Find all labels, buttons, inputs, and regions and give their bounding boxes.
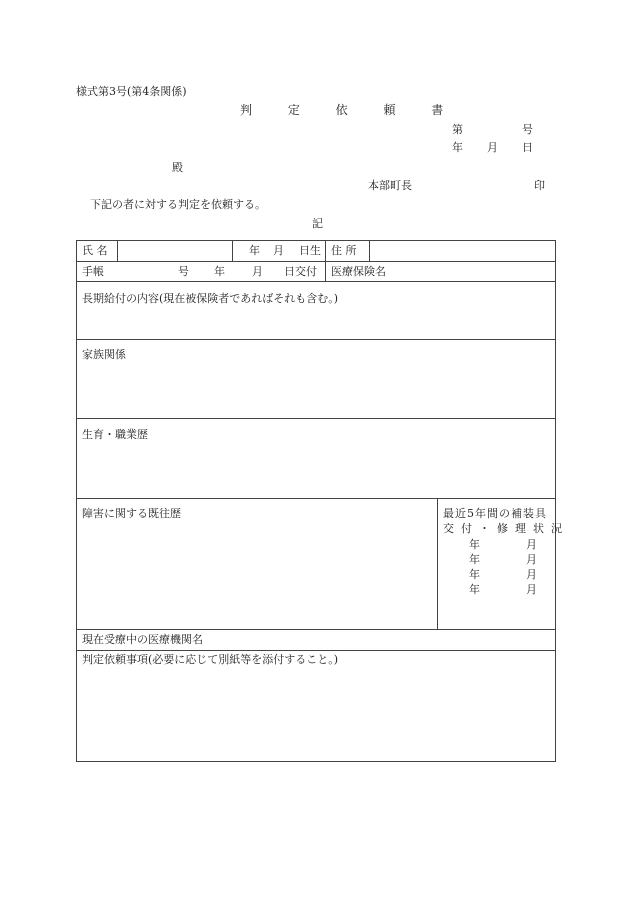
seal-mark: 印	[534, 179, 545, 192]
disability-label: 障害に関する既往歴	[82, 507, 181, 520]
equipment-title-1: 最近5年間の補装具	[443, 507, 547, 520]
techo-go-label: 号	[178, 265, 189, 278]
history-label: 生育・職業歴	[82, 428, 148, 441]
equipment-month: 月	[526, 553, 537, 566]
birth-year-label: 年	[249, 244, 260, 257]
doc-number-dai: 第	[452, 123, 463, 136]
doc-number-go: 号	[522, 123, 533, 136]
techo-label: 手帳	[82, 265, 104, 278]
family-input[interactable]	[79, 363, 549, 415]
equipment-month: 月	[526, 568, 537, 581]
name-input[interactable]	[119, 243, 229, 259]
form-number: 様式第3号(第4条関係)	[76, 85, 187, 98]
date-year: 年	[452, 141, 463, 154]
birth-month-label: 月	[273, 244, 284, 257]
pension-input[interactable]	[79, 307, 549, 337]
date-month: 月	[487, 141, 498, 154]
pension-label: 長期給付の内容(現在被保険者であればそれも含む。)	[82, 292, 339, 305]
history-input[interactable]	[79, 443, 549, 495]
date-day: 日	[522, 141, 533, 154]
ki-mark: 記	[312, 217, 323, 230]
equipment-year: 年	[469, 583, 480, 596]
name-label: 氏 名	[82, 244, 108, 257]
family-label: 家族関係	[82, 348, 126, 361]
birth-day-label: 日生	[299, 244, 321, 257]
request-items-input[interactable]	[79, 669, 549, 757]
insurer-label: 医療保険名	[331, 265, 386, 278]
techo-issued-label: 日交付	[284, 265, 317, 278]
techo-year-label: 年	[214, 265, 225, 278]
equipment-month: 月	[526, 583, 537, 596]
clinic-label: 現在受療中の医療機関名	[82, 633, 203, 646]
request-items-label: 判定依頼事項(必要に応じて別紙等を添付すること。)	[82, 653, 339, 666]
equipment-title-2: 交付・修理状況	[443, 522, 569, 535]
address-input[interactable]	[371, 243, 551, 259]
addressee-suffix: 殿	[172, 161, 183, 174]
document-title: 判 定 依 頼 書	[240, 103, 460, 117]
techo-month-label: 月	[252, 265, 263, 278]
issuer: 本部町長	[368, 179, 412, 192]
equipment-year: 年	[469, 568, 480, 581]
request-text: 下記の者に対する判定を依頼する。	[90, 198, 266, 211]
address-label: 住 所	[331, 244, 357, 257]
equipment-month: 月	[526, 538, 537, 551]
disability-input[interactable]	[79, 523, 433, 627]
request-form-table	[76, 240, 569, 762]
equipment-year: 年	[469, 553, 480, 566]
equipment-year: 年	[469, 538, 480, 551]
